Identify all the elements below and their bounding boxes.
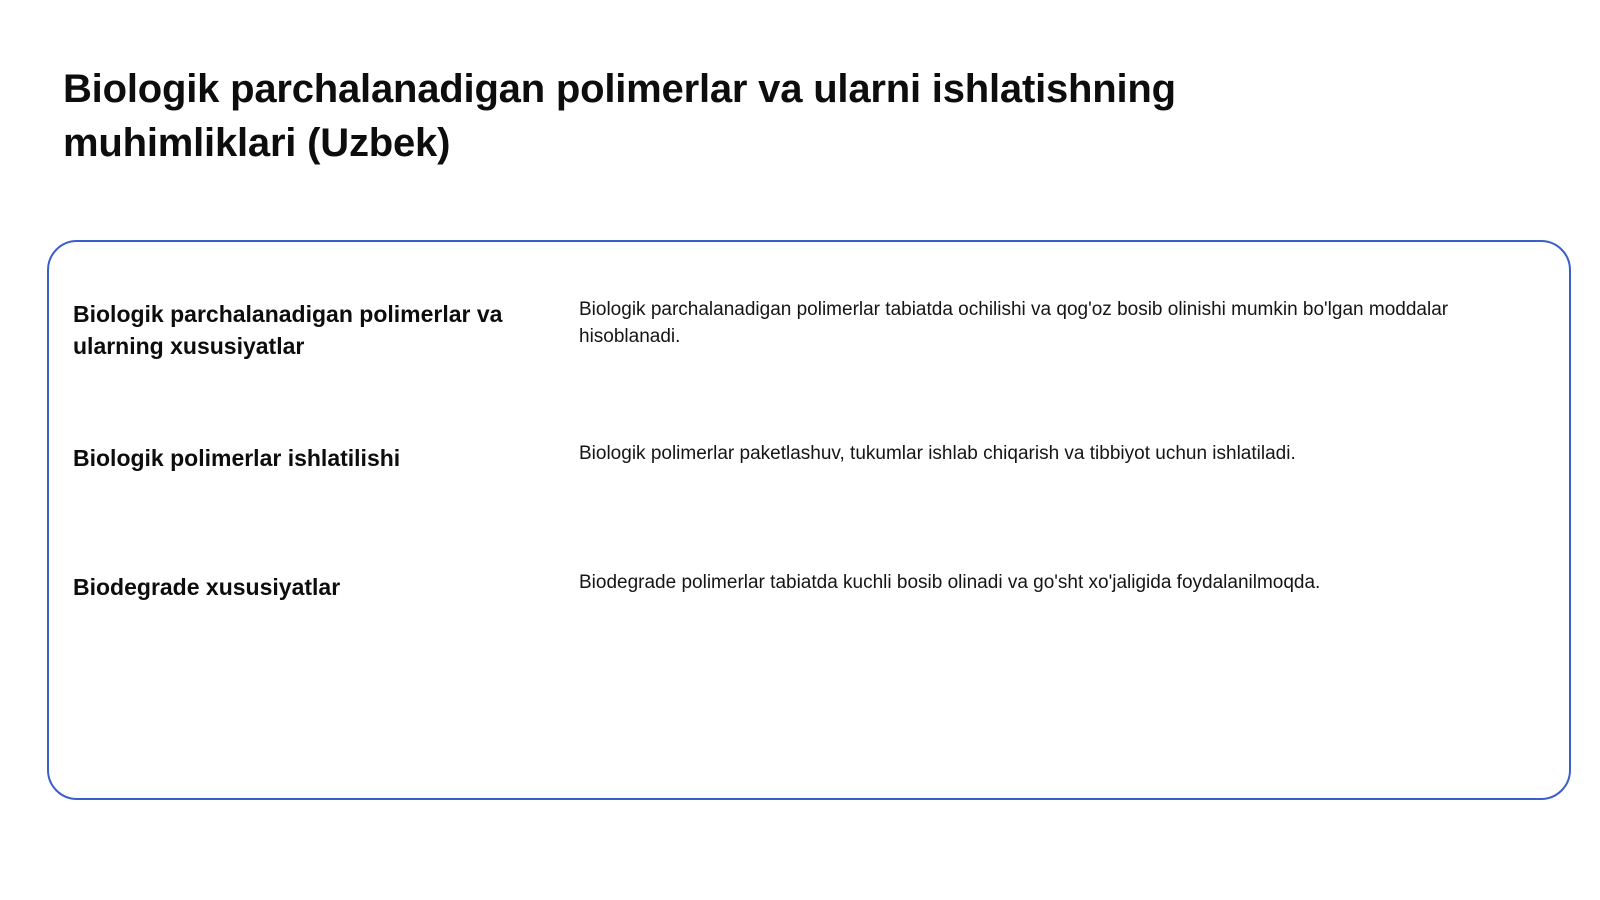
row-term: Biodegrade xususiyatlar — [73, 574, 341, 600]
row-description: Biologik parchalanadigan polimerlar tabiatda ochilishi va qog'oz bosib olinishi mumkin bo'lgan moddalar hisoblanadi. — [579, 299, 1449, 347]
row-term: Biologik polimerlar ishlatilishi — [73, 445, 401, 471]
row-description: Biologik polimerlar paketlashuv, tukumlar ishlab chiqarish va tibbiyot uchun ishlatiladi. — [579, 443, 1296, 464]
content-card — [47, 240, 1571, 800]
row-description: Biodegrade polimerlar tabiatda kuchli bosib olinadi va go'sht xo'jaligida foydalanilmoqda. — [579, 572, 1321, 593]
row-term: Biologik parchalanadigan polimerlar va ularning xususiyatlar — [73, 301, 503, 359]
slide-title: Biologik parchalanadigan polimerlar va ularni ishlatishning muhimliklari (Uzbek) — [63, 67, 1176, 165]
